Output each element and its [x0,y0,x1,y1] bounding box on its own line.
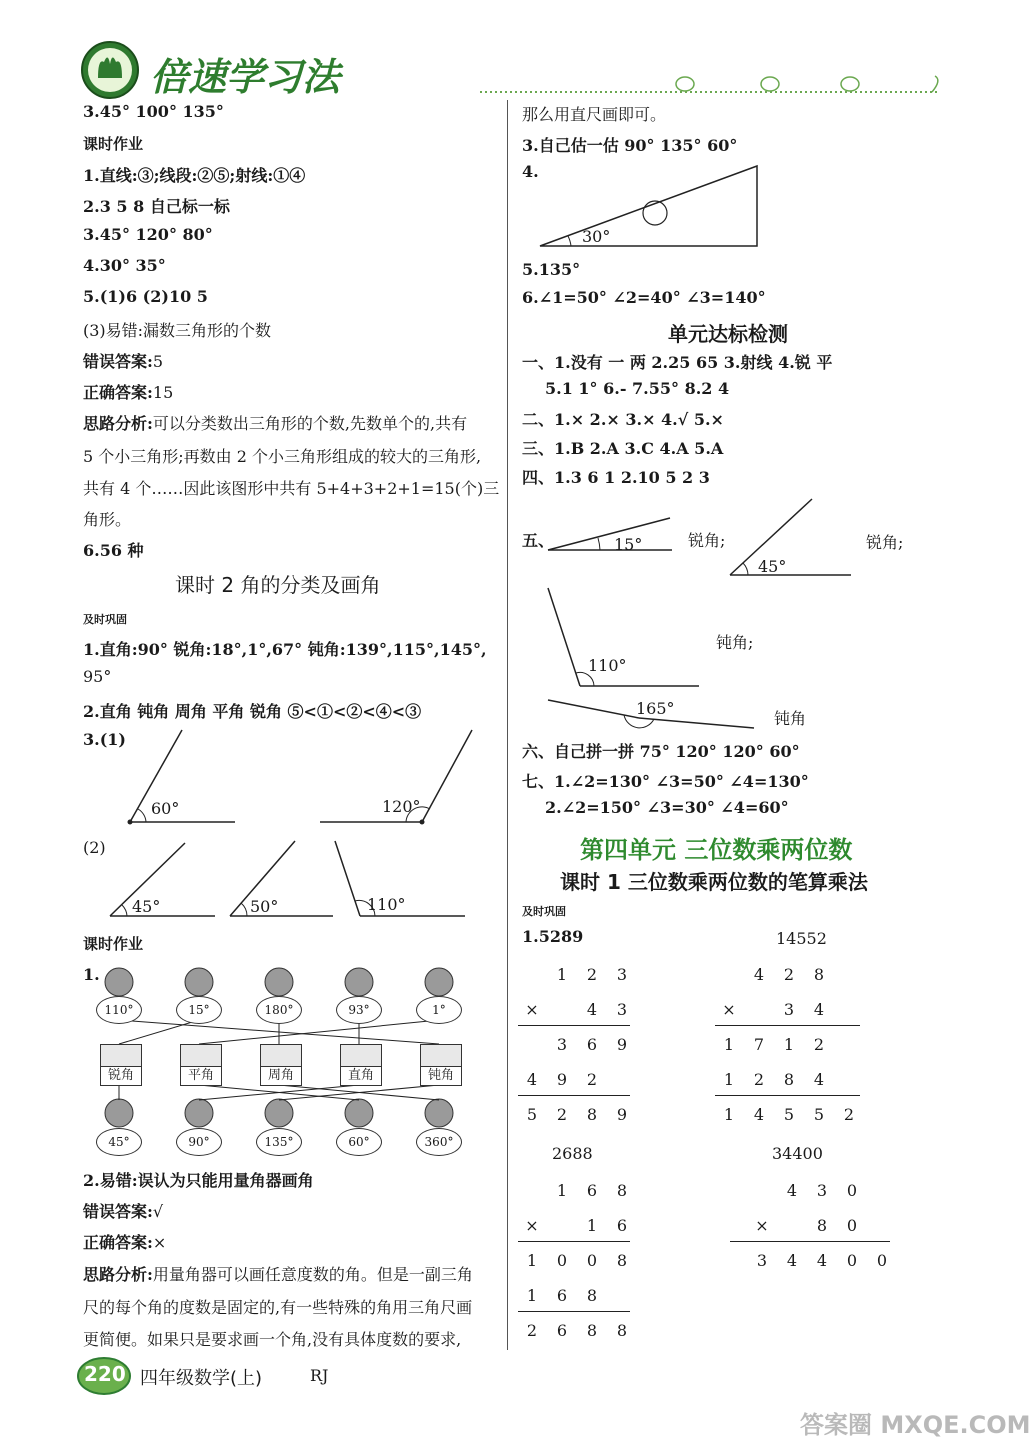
digit: 1 [723,1035,735,1054]
digit: 0 [846,1216,858,1235]
multiplication-2 [715,965,865,1140]
column-divider [507,100,508,1350]
degree-oval: 360° [416,1128,462,1156]
correct-answer [83,380,173,403]
wrong-answer-label: 错误答案: [83,352,153,371]
angle-diagram [105,835,500,920]
digit: 2 [783,965,795,984]
page-number: 220 [84,1362,126,1386]
house-label: 锐角 [100,1066,142,1086]
answer-line: 3.45° 100° 135° [83,102,224,121]
multiplication-answer: 34400 [772,1144,823,1163]
house [100,1044,142,1086]
digit: × [755,1216,769,1235]
answer-line: 一、1.没有 一 两 2.25 65 3.射线 4.锐 平 [522,353,833,372]
digit: 4 [753,965,765,984]
digit: 8 [616,1321,628,1340]
angle-label: 45° [132,897,161,916]
digit: 1 [783,1035,795,1054]
digit: 8 [816,1216,828,1235]
answer-line: 三、1.B 2.A 3.C 4.A 5.A [522,439,724,458]
house-label: 直角 [340,1066,382,1086]
digit: 2 [753,1070,765,1089]
answer-line: 3.45° 120° 80° [83,225,213,244]
answer-line: 二、1.× 2.× 3.× 4.√ 5.× [522,410,724,429]
answer-line: 1. [83,965,100,984]
correct-answer [83,1230,166,1253]
digit: 9 [616,1035,628,1054]
digit: 6 [556,1321,568,1340]
digit: 4 [753,1105,765,1124]
digit: 3 [783,1000,795,1019]
analysis-text: 更简便。如果只是要求画一个角,没有具体度数的要求, [83,1330,462,1349]
digit: 1 [723,1070,735,1089]
angle-label: 30° [582,227,611,246]
correct-answer-label: 正确答案: [83,1233,153,1252]
digit: 8 [586,1286,598,1305]
wrong-answer [83,1199,163,1222]
wrong-answer-value: 5 [152,352,164,371]
answer-line: 五、 [522,531,555,550]
digit: 3 [616,965,628,984]
answer-line: 六、自己拼一拼 75° 120° 120° 60° [522,742,800,761]
lesson-title: 课时 1 三位数乘两位数的笔算乘法 [560,870,868,894]
degree-oval: 110° [96,996,142,1024]
analysis-text: 尺的每个角的度数是固定的,有一些特殊的角用三角尺画 [83,1298,473,1317]
digit: 1 [556,965,568,984]
degree-oval: 60° [336,1128,382,1156]
digit: × [525,1216,539,1235]
analysis-text: 5 个小三角形;再数由 2 个小三角形组成的较大的三角形, [83,447,482,466]
degree-oval: 93° [336,996,382,1024]
house [180,1044,222,1086]
digit: 0 [876,1251,888,1270]
house [260,1044,302,1086]
digit: 5 [526,1105,538,1124]
angle-label: 60° [151,799,180,818]
analysis [83,1262,473,1285]
angle-label: 110° [588,656,627,675]
answer-line: (2) [83,838,106,857]
digit: 2 [526,1321,538,1340]
digit: 8 [616,1251,628,1270]
digit: 9 [556,1070,568,1089]
degree-oval: 90° [176,1128,222,1156]
answer-line: 4.30° 35° [83,256,166,275]
section-heading: 及时巩固 [522,905,566,918]
degree-oval: 135° [256,1128,302,1156]
digit: 4 [816,1251,828,1270]
analysis-text: 可以分类数出三角形的个数,先数单个的,共有 [152,414,468,433]
house [420,1044,462,1086]
answer-line: 2.3 5 8 自己标一标 [83,197,230,216]
section-heading: 课时作业 [83,135,144,153]
digit: 6 [586,1035,598,1054]
correct-answer-label: 正确答案: [83,383,153,402]
analysis-text: 用量角器可以画任意度数的角。但是一副三角 [152,1265,473,1284]
digit: 2 [586,965,598,984]
answer-line: 1.直角:90° 锐角:18°,1°,67° 钝角:139°,115°,145°, [83,640,487,659]
digit: × [722,1000,736,1019]
multiplication-3 [518,1181,638,1356]
digit: 4 [813,1000,825,1019]
digit: 6 [616,1216,628,1235]
angle-type: 锐角; [688,531,726,550]
analysis-label: 思路分析: [83,414,153,433]
multiplication-answer: 14552 [776,929,827,948]
digit: 0 [846,1181,858,1200]
wrong-answer-label: 错误答案: [83,1202,153,1221]
digit: 8 [783,1070,795,1089]
angle-label: 15° [614,535,643,554]
angle-label: 110° [367,895,406,914]
answer-line: (3)易错:漏数三角形的个数 [83,321,272,340]
multiplication-1 [518,965,638,1140]
digit: 0 [846,1251,858,1270]
digit: 3 [556,1035,568,1054]
header-logo [80,40,140,100]
angle-label: 120° [382,797,421,816]
digit: 3 [616,1000,628,1019]
section-heading: 及时巩固 [83,613,127,626]
analysis [83,411,467,434]
digit: 6 [586,1181,598,1200]
answer-line: 2.∠2=150° ∠3=30° ∠4=60° [545,798,789,817]
digit: 4 [786,1181,798,1200]
digit: 2 [586,1070,598,1089]
unit-title: 第四单元 三位数乘两位数 [580,836,853,864]
answer-line: 七、1.∠2=130° ∠3=50° ∠4=130° [522,772,809,791]
degree-oval: 45° [96,1128,142,1156]
answer-line: 6.56 种 [83,541,144,560]
analysis-text: 角形。 [83,510,132,529]
correct-answer-value: 15 [152,383,174,402]
digit: 1 [586,1216,598,1235]
digit: 8 [586,1105,598,1124]
house-label: 周角 [260,1066,302,1086]
answer-line: 95° [83,667,112,686]
multiplication-answer: 2688 [552,1144,593,1163]
analysis-label: 思路分析: [83,1265,153,1284]
triangle-diagram [535,160,795,255]
digit: 4 [786,1251,798,1270]
angle-type: 钝角 [774,709,807,728]
angle-label: 50° [250,897,279,916]
book-title: 四年级数学(上) [140,1368,263,1389]
digit: 1 [526,1286,538,1305]
section-title: 单元达标检测 [668,322,788,346]
answer-line: 3.(1) [83,730,126,749]
lesson-title: 课时 2 角的分类及画角 [175,573,381,597]
digit: 0 [556,1251,568,1270]
digit: 4 [813,1070,825,1089]
digit: 4 [586,1000,598,1019]
edition-label: RJ [310,1366,329,1385]
answer-line: 1.直线:③;线段:②⑤;射线:①④ [83,166,306,185]
answer-line: 5.(1)6 (2)10 5 [83,287,208,306]
digit: × [525,1000,539,1019]
degree-oval: 15° [176,996,222,1024]
answer-line: 4. [522,162,539,181]
angle-type: 钝角; [716,633,754,652]
digit: 3 [816,1181,828,1200]
angle-label: 45° [758,557,787,576]
digit: 1 [723,1105,735,1124]
digit: 3 [756,1251,768,1270]
angle-label: 165° [636,699,675,718]
digit: 1 [556,1181,568,1200]
house-label: 钝角 [420,1066,462,1086]
digit: 5 [813,1105,825,1124]
answer-line: 2.直角 钝角 周角 平角 锐角 ⑤<①<②<④<③ [83,702,422,721]
answer-line: 6.∠1=50° ∠2=40° ∠3=140° [522,288,766,307]
answer-line: 5.135° [522,260,581,279]
header-decoration [480,70,950,100]
header-title: 倍速学习法 [150,55,341,99]
answer-line: 四、1.3 6 1 2.10 5 2 3 [522,468,710,487]
wrong-answer [83,349,163,372]
digit: 9 [616,1105,628,1124]
digit: 7 [753,1035,765,1054]
digit: 0 [586,1251,598,1270]
angle-type: 锐角; [866,533,904,552]
watermark: 答案圈 MXQE.COM [800,1411,1031,1439]
correct-answer-value: × [152,1233,167,1252]
answer-line: 那么用直尺画即可。 [522,105,667,124]
house [340,1044,382,1086]
digit: 8 [813,965,825,984]
answer-line: 2.易错:误认为只能用量角器画角 [83,1171,314,1190]
digit: 2 [813,1035,825,1054]
house-label: 平角 [180,1066,222,1086]
section-heading: 课时作业 [83,935,144,953]
digit: 1 [526,1251,538,1270]
answer-line: 3.自己估一估 90° 135° 60° [522,136,738,155]
digit: 8 [586,1321,598,1340]
degree-oval: 1° [416,996,462,1024]
degree-oval: 180° [256,996,302,1024]
multiplication-answer: 1.5289 [522,927,584,946]
digit: 6 [556,1286,568,1305]
digit: 8 [616,1181,628,1200]
digit: 4 [526,1070,538,1089]
wrong-answer-value: √ [152,1202,164,1221]
analysis-text: 共有 4 个……因此该图形中共有 5+4+3+2+1=15(个)三 [83,479,500,498]
answer-line: 5.1 1° 6.- 7.55° 8.2 4 [545,379,730,398]
digit: 2 [556,1105,568,1124]
multiplication-4 [730,1181,900,1286]
digit: 2 [843,1105,855,1124]
digit: 5 [783,1105,795,1124]
